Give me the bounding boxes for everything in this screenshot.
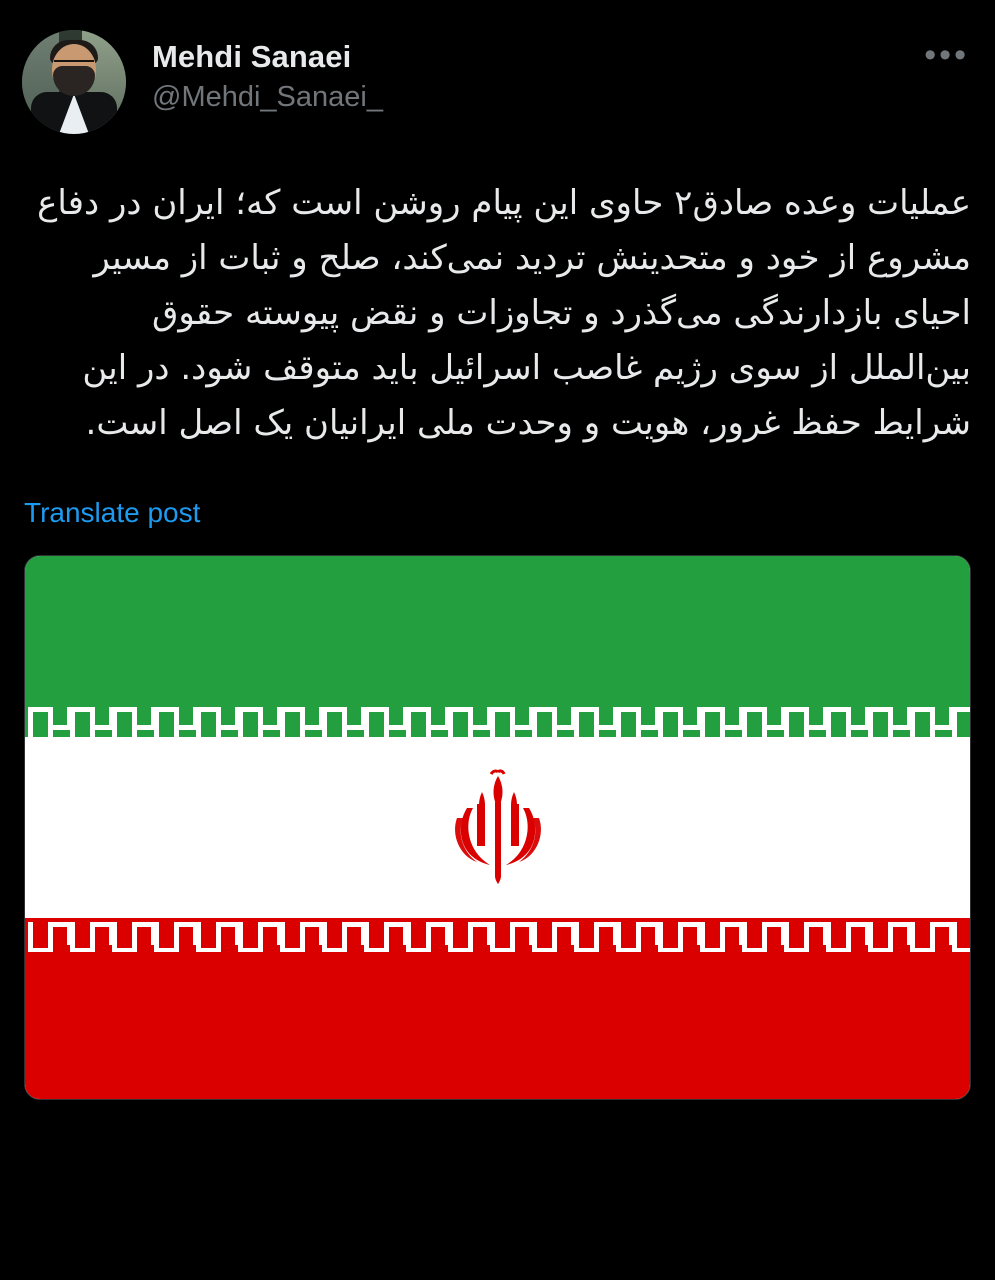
kufic-unit	[25, 703, 67, 737]
kufic-unit	[277, 703, 319, 737]
kufic-unit	[319, 703, 361, 737]
kufic-unit	[571, 703, 613, 737]
more-options-icon[interactable]: •••	[924, 36, 969, 74]
kufic-unit	[613, 703, 655, 737]
kufic-unit	[235, 918, 277, 952]
kufic-unit	[949, 703, 970, 737]
flag-kufic-band-top	[25, 703, 970, 737]
kufic-unit	[445, 703, 487, 737]
kufic-unit	[739, 703, 781, 737]
kufic-unit	[907, 703, 949, 737]
kufic-unit	[571, 918, 613, 952]
kufic-unit	[907, 918, 949, 952]
kufic-unit	[109, 703, 151, 737]
kufic-unit	[361, 918, 403, 952]
kufic-unit	[319, 918, 361, 952]
flag-kufic-band-bottom	[25, 918, 970, 952]
kufic-unit	[235, 703, 277, 737]
kufic-unit	[529, 918, 571, 952]
flag-emblem-icon	[433, 768, 563, 888]
author-names	[152, 30, 383, 116]
kufic-unit	[403, 703, 445, 737]
kufic-unit	[193, 703, 235, 737]
kufic-unit	[865, 703, 907, 737]
kufic-unit	[697, 918, 739, 952]
kufic-unit	[151, 918, 193, 952]
kufic-unit	[151, 703, 193, 737]
kufic-unit	[697, 703, 739, 737]
author-handle[interactable]: @Mehdi_Sanaei_	[152, 80, 383, 113]
author-display-name[interactable]: Mehdi Sanaei	[152, 39, 352, 74]
kufic-unit	[949, 918, 970, 952]
kufic-unit	[487, 703, 529, 737]
post-body-text: عملیات وعده صادق۲ حاوی این پیام روشن است که؛ ایران در دفاع مشروع از خود و متحدینش تردید نمی‌کند، صلح و ثبات از مسیر احیای بازدارندگی می‌گذرد و تجاوزات و نقض پیوسته حقوق بین‌الملل از سوی رژیم غاصب اسرائیل باید متوقف شود. در این شرایط حفظ غرور، هویت و وحدت ملی ایرانیان یک اصل است.	[26, 183, 971, 444]
kufic-unit	[403, 918, 445, 952]
kufic-unit	[487, 918, 529, 952]
kufic-unit	[739, 918, 781, 952]
kufic-unit	[823, 918, 865, 952]
kufic-unit	[781, 918, 823, 952]
kufic-unit	[25, 918, 67, 952]
post-media-image[interactable]	[24, 555, 971, 1100]
avatar-glasses	[54, 60, 94, 70]
kufic-unit	[445, 918, 487, 952]
kufic-unit	[193, 918, 235, 952]
kufic-unit	[67, 918, 109, 952]
kufic-unit	[655, 703, 697, 737]
kufic-unit	[613, 918, 655, 952]
kufic-unit	[865, 918, 907, 952]
post-header	[0, 0, 995, 134]
translate-post-link[interactable]: Translate post	[24, 497, 201, 529]
kufic-unit	[529, 703, 571, 737]
kufic-unit	[109, 918, 151, 952]
kufic-unit	[781, 703, 823, 737]
kufic-unit	[823, 703, 865, 737]
kufic-unit	[655, 918, 697, 952]
kufic-unit	[361, 703, 403, 737]
kufic-unit	[277, 918, 319, 952]
avatar[interactable]	[22, 30, 126, 134]
kufic-unit	[67, 703, 109, 737]
